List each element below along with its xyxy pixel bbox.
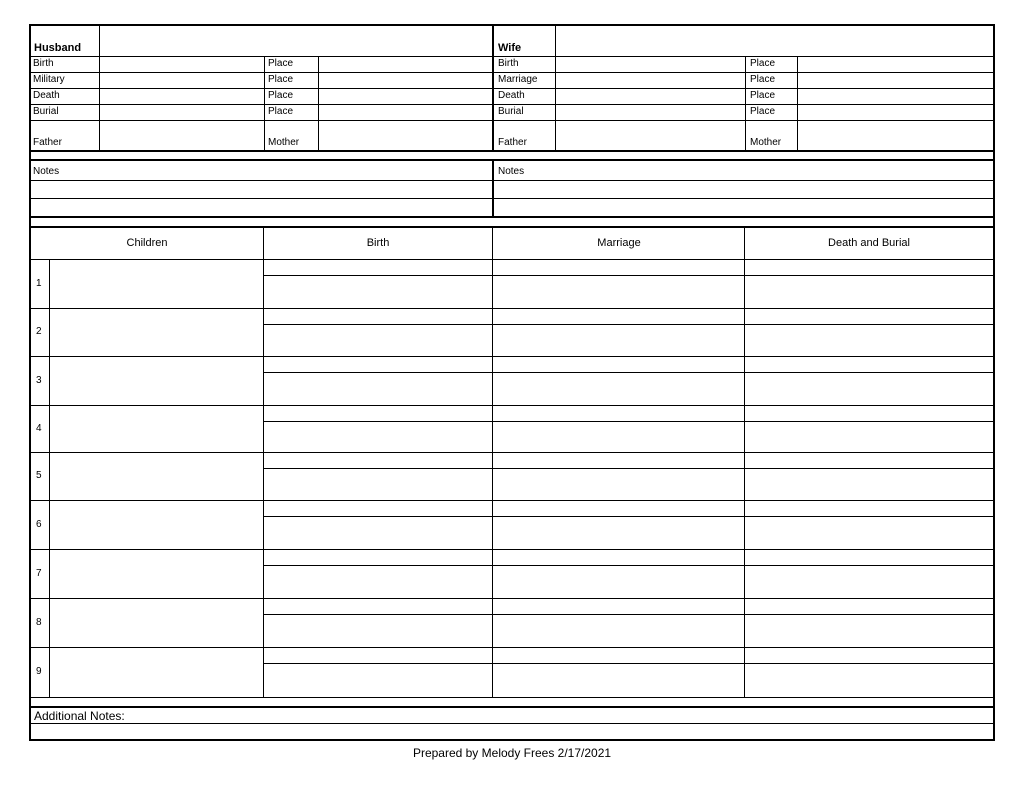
husband-place-label: Place bbox=[268, 58, 294, 69]
child-row-number: 6 bbox=[36, 519, 42, 530]
child-marriage-field[interactable] bbox=[493, 501, 744, 548]
husband-notes-label: Notes bbox=[33, 166, 60, 177]
child-name-field[interactable] bbox=[51, 357, 262, 404]
child-name-field[interactable] bbox=[51, 406, 262, 451]
child-row-number: 2 bbox=[36, 326, 42, 337]
husband-mother-label: Mother bbox=[268, 137, 300, 148]
child-birth-field[interactable] bbox=[264, 406, 492, 451]
child-death-burial-field[interactable] bbox=[745, 550, 993, 597]
husband-place-label: Place bbox=[268, 74, 294, 85]
child-marriage-field[interactable] bbox=[493, 309, 744, 355]
child-birth-field[interactable] bbox=[264, 550, 492, 597]
husband-birth-place-field[interactable] bbox=[320, 57, 491, 71]
col-line bbox=[318, 56, 319, 151]
child-marriage-field[interactable] bbox=[493, 260, 744, 307]
child-birth-field[interactable] bbox=[264, 309, 492, 355]
husband-place-label: Place bbox=[268, 90, 294, 101]
col-line bbox=[745, 56, 746, 151]
child-marriage-field[interactable] bbox=[493, 406, 744, 451]
number-col-line bbox=[49, 259, 50, 697]
husband-father-label: Father bbox=[33, 137, 62, 148]
husband-name-field[interactable] bbox=[101, 26, 491, 55]
child-death-burial-field[interactable] bbox=[745, 648, 993, 696]
child-name-field[interactable] bbox=[51, 550, 262, 597]
child-marriage-field[interactable] bbox=[493, 550, 744, 597]
marriage-header: Marriage bbox=[597, 237, 641, 249]
section-divider bbox=[29, 226, 995, 228]
child-marriage-field[interactable] bbox=[493, 599, 744, 646]
child-row-number: 5 bbox=[36, 470, 42, 481]
child-birth-field[interactable] bbox=[264, 648, 492, 696]
child-marriage-field[interactable] bbox=[493, 648, 744, 696]
wife-title: Wife bbox=[498, 42, 522, 54]
child-birth-field[interactable] bbox=[264, 501, 492, 548]
wife-birth-label: Birth bbox=[498, 58, 519, 69]
child-name-field[interactable] bbox=[51, 648, 262, 696]
child-name-field[interactable] bbox=[51, 260, 262, 307]
child-birth-field[interactable] bbox=[264, 599, 492, 646]
wife-marriage-label: Marriage bbox=[498, 74, 538, 85]
child-birth-field[interactable] bbox=[264, 453, 492, 499]
husband-title: Husband bbox=[34, 42, 82, 54]
footer-text: Prepared by Melody Frees 2/17/2021 bbox=[412, 746, 612, 760]
child-birth-field[interactable] bbox=[264, 357, 492, 404]
col-line bbox=[797, 56, 798, 151]
wife-birth-date-field[interactable] bbox=[557, 57, 744, 71]
child-row-number: 9 bbox=[36, 666, 42, 677]
row-line bbox=[29, 104, 995, 105]
child-row-number: 3 bbox=[36, 375, 42, 386]
child-name-field[interactable] bbox=[51, 453, 262, 499]
additional-notes-label: Additional Notes: bbox=[34, 709, 125, 723]
wife-father-label: Father bbox=[498, 137, 527, 148]
child-birth-field[interactable] bbox=[264, 260, 492, 307]
child-name-field[interactable] bbox=[51, 501, 262, 548]
death-burial-header: Death and Burial bbox=[828, 237, 910, 249]
section-divider bbox=[29, 216, 995, 218]
wife-place-label: Place bbox=[750, 106, 776, 117]
wife-name-field[interactable] bbox=[557, 26, 993, 55]
row-line bbox=[29, 88, 995, 89]
child-row-number: 7 bbox=[36, 568, 42, 579]
child-row-number: 8 bbox=[36, 617, 42, 628]
additional-notes-field[interactable] bbox=[31, 724, 993, 739]
child-death-burial-field[interactable] bbox=[745, 406, 993, 451]
wife-burial-label: Burial bbox=[498, 106, 524, 117]
wife-death-label: Death bbox=[498, 90, 525, 101]
child-death-burial-field[interactable] bbox=[745, 260, 993, 307]
wife-birth-place-field[interactable] bbox=[799, 57, 993, 71]
child-marriage-field[interactable] bbox=[493, 357, 744, 404]
child-name-field[interactable] bbox=[51, 309, 262, 355]
col-line bbox=[99, 24, 100, 151]
child-name-field[interactable] bbox=[51, 599, 262, 646]
husband-notes-field[interactable] bbox=[31, 181, 491, 215]
husband-burial-label: Burial bbox=[33, 106, 59, 117]
children-header: Children bbox=[126, 237, 168, 249]
col-line bbox=[264, 56, 265, 151]
birth-header: Birth bbox=[366, 237, 390, 249]
child-row-number: 4 bbox=[36, 423, 42, 434]
child-death-burial-field[interactable] bbox=[745, 453, 993, 499]
wife-place-label: Place bbox=[750, 74, 776, 85]
children-bottom-line bbox=[29, 697, 995, 698]
child-death-burial-field[interactable] bbox=[745, 599, 993, 646]
wife-notes-label: Notes bbox=[498, 166, 525, 177]
notes-divider bbox=[492, 161, 494, 217]
section-divider bbox=[29, 150, 995, 152]
section-divider bbox=[29, 159, 995, 161]
husband-death-label: Death bbox=[33, 90, 60, 101]
child-death-burial-field[interactable] bbox=[745, 309, 993, 355]
wife-notes-field[interactable] bbox=[495, 181, 993, 215]
wife-place-label: Place bbox=[750, 90, 776, 101]
husband-birth-label: Birth bbox=[33, 58, 54, 69]
wife-place-label: Place bbox=[750, 58, 776, 69]
row-line bbox=[29, 72, 995, 73]
row-line bbox=[29, 120, 995, 121]
husband-military-label: Military bbox=[33, 74, 65, 85]
col-line bbox=[555, 24, 556, 151]
child-row-number: 1 bbox=[36, 278, 42, 289]
wife-mother-label: Mother bbox=[750, 137, 782, 148]
husband-birth-date-field[interactable] bbox=[101, 57, 263, 71]
section-divider bbox=[29, 706, 995, 708]
child-death-burial-field[interactable] bbox=[745, 357, 993, 404]
child-marriage-field[interactable] bbox=[493, 453, 744, 499]
husband-place-label: Place bbox=[268, 106, 294, 117]
child-death-burial-field[interactable] bbox=[745, 501, 993, 548]
